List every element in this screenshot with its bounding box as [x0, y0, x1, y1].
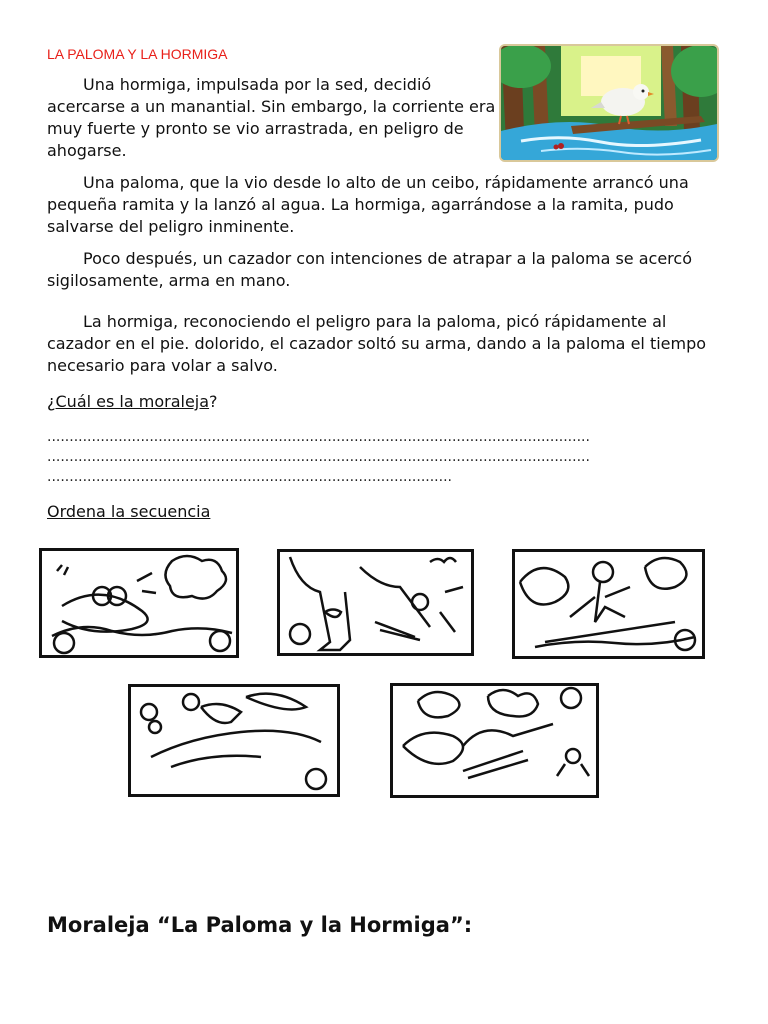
sequence-panel-ant-on-stick[interactable]	[512, 549, 705, 659]
moral-question: ¿Cuál es la moraleja?	[47, 392, 218, 411]
sequence-panel-ant-in-water[interactable]	[39, 548, 239, 658]
dove-river-illustration	[499, 44, 719, 162]
answer-line-1[interactable]: ..........................................................................................................................	[47, 429, 590, 445]
page-title: LA PALOMA Y LA HORMIGA	[47, 46, 228, 62]
story-paragraph-3: Poco después, un cazador con intenciones de atrapar a la paloma se acercó sigilosamente, arma en mano.	[47, 249, 692, 290]
answer-line-2[interactable]: ..........................................................................................................................	[47, 449, 590, 465]
story-paragraph-1: Una hormiga, impulsada por la sed, decidió acercarse a un manantial. Sin embargo, la corriente era muy fuerte y pronto se vio arrastrada, en peligro de ahogarse.	[47, 75, 496, 160]
sequence-panel-hunter-gun[interactable]	[277, 549, 474, 656]
story-paragraph-2: Una paloma, que la vio desde lo alto de un ceibo, rápidamente arrancó una pequeña ramita y la lanzó al agua. La hormiga, agarrándose a la ramita, pudo salvarse del peligro inminente.	[47, 173, 689, 236]
sequence-panel-dove-throws-twig[interactable]	[390, 683, 599, 798]
sequence-heading: Ordena la secuencia	[47, 502, 211, 521]
answer-line-3[interactable]: ...........................................................................................	[47, 469, 452, 485]
story-paragraph-4: La hormiga, reconociendo el peligro para la paloma, picó rápidamente al cazador en el pie. dolorido, el cazador soltó su arma, dando a la paloma el tiempo necesario para volar a salvo.	[47, 312, 707, 375]
sequence-panel-ant-bites-hunter[interactable]	[128, 684, 340, 797]
moraleja-heading: Moraleja “La Paloma y la Hormiga”:	[47, 913, 473, 937]
